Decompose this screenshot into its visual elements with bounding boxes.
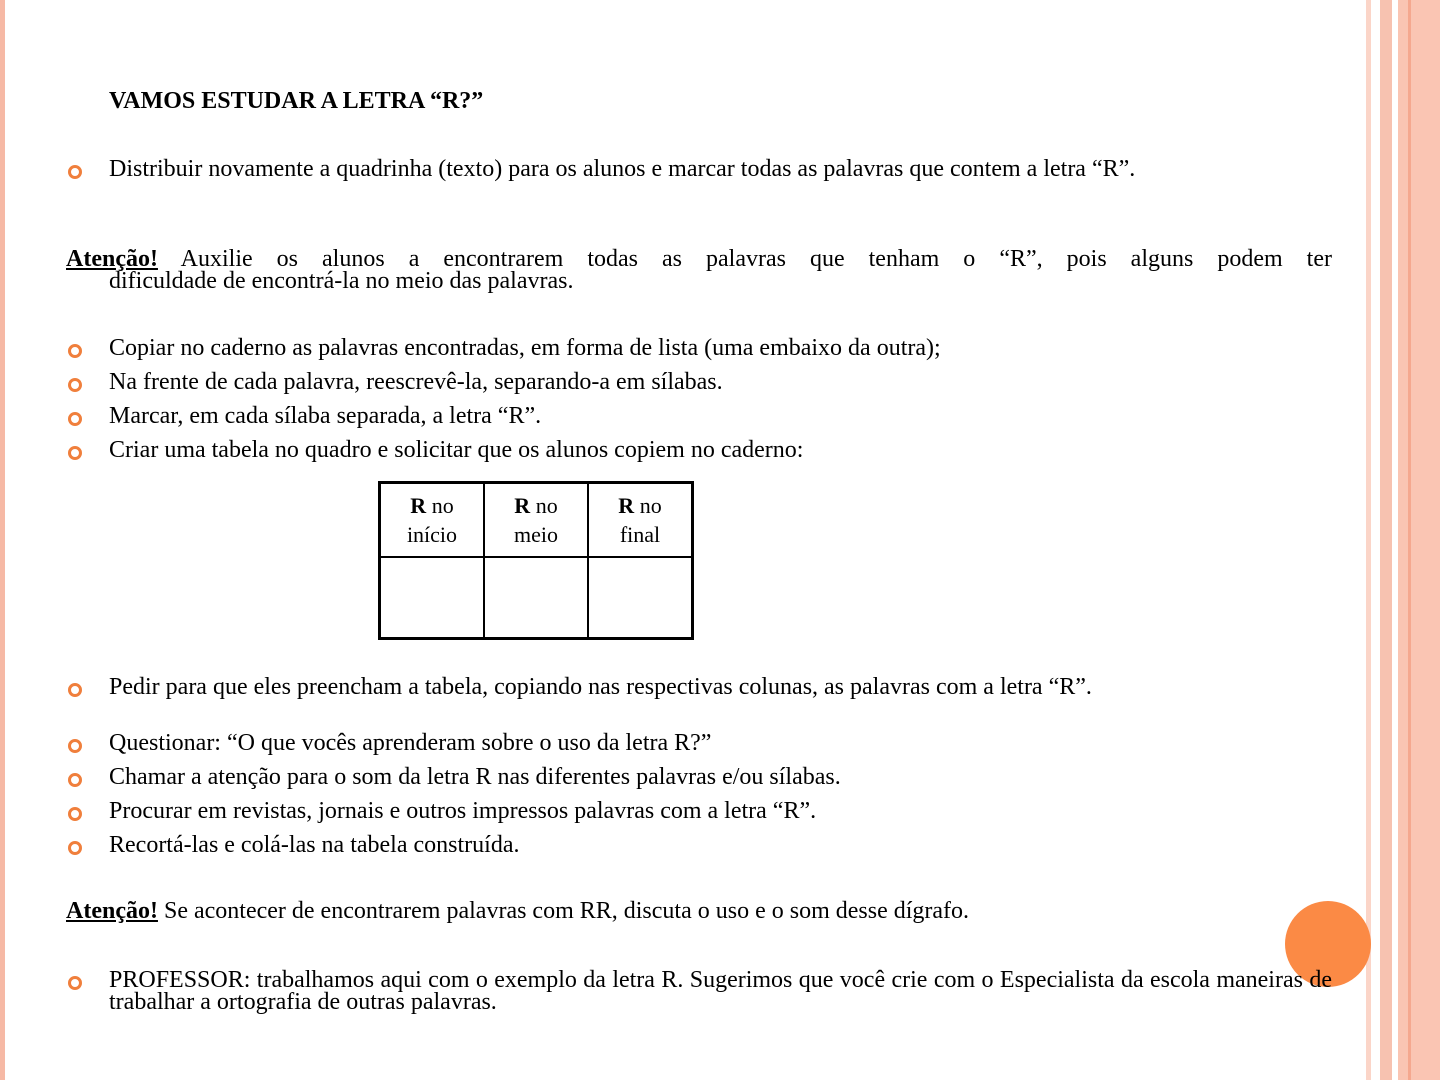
right-border-band	[1398, 0, 1440, 1080]
bullet-item: Criar uma tabela no quadro e solicitar que os alunos copiem no caderno:	[109, 437, 804, 463]
bullet-item: Recortá-las e colá-las na tabela construída.	[109, 832, 520, 858]
table-cell-empty	[380, 557, 485, 639]
attention-note	[66, 898, 1332, 924]
header-text: meio	[514, 522, 558, 547]
header-text: início	[406, 522, 458, 547]
right-border-line	[1408, 0, 1411, 1080]
table-cell-empty	[484, 557, 588, 639]
bullet-icon	[68, 446, 82, 460]
header-bold-letter: R	[514, 493, 531, 518]
attention-text-continuation: dificuldade de encontrá-la no meio das palavras.	[109, 268, 574, 294]
table-header-cell	[588, 483, 693, 558]
left-border-decoration	[0, 0, 5, 1080]
table-cell-empty	[588, 557, 693, 639]
slide-title: VAMOS ESTUDAR A LETRA “R?”	[109, 88, 484, 114]
header-bold-letter: R	[618, 493, 635, 518]
bullet-icon	[68, 344, 82, 358]
bullet-icon	[68, 773, 82, 787]
bullet-icon	[68, 683, 82, 697]
header-text: no	[426, 493, 454, 518]
attention-label: Atenção!	[66, 898, 158, 924]
bullet-item: Procurar em revistas, jornais e outros impressos palavras com a letra “R”.	[109, 798, 817, 824]
bullet-item: Distribuir novamente a quadrinha (texto) para os alunos e marcar todas as palavras que contem a letra “R”.	[109, 156, 1136, 182]
bullet-item: Copiar no caderno as palavras encontradas, em forma de lista (uma embaixo da outra);	[109, 335, 941, 361]
bullet-item: Pedir para que eles preencham a tabela, copiando nas respectivas colunas, as palavras com a letra “R”.	[109, 674, 1092, 700]
bullet-item: Marcar, em cada sílaba separada, a letra “R”.	[109, 403, 542, 429]
table-header-row	[380, 483, 693, 558]
right-border-stripe	[1380, 0, 1392, 1080]
header-text: final	[619, 522, 661, 547]
bullet-item: PROFESSOR: trabalhamos aqui com o exemplo da letra R. Sugerimos que você crie com o Especialista da escola maneiras de trabalhar a ortografia de outras palavras.	[109, 967, 1332, 1015]
attention-text: Auxilie os alunos a encontrarem todas as palavras que tenham o “R”, pois alguns podem ter	[157, 246, 1332, 272]
header-text: no	[530, 493, 558, 518]
r-position-table	[378, 481, 694, 640]
table-row	[380, 557, 693, 639]
bullet-icon	[68, 378, 82, 392]
attention-text: Se acontecer de encontrarem palavras com RR, discuta o uso e o som desse dígrafo.	[157, 898, 970, 924]
bullet-icon	[68, 976, 82, 990]
bullet-item: Na frente de cada palavra, reescrevê-la, separando-a em sílabas.	[109, 369, 723, 395]
header-bold-letter: R	[410, 493, 427, 518]
bullet-item: Chamar a atenção para o som da letra R nas diferentes palavras e/ou sílabas.	[109, 764, 841, 790]
bullet-icon	[68, 165, 82, 179]
bullet-icon	[68, 841, 82, 855]
header-text: no	[634, 493, 662, 518]
bullet-icon	[68, 807, 82, 821]
bullet-item: Questionar: “O que vocês aprenderam sobre o uso da letra R?”	[109, 730, 712, 756]
attention-note	[66, 248, 1332, 270]
table-header-cell	[484, 483, 588, 558]
table-header-cell	[380, 483, 485, 558]
bullet-icon	[68, 412, 82, 426]
bullet-icon	[68, 739, 82, 753]
right-border-stripe	[1366, 0, 1371, 1080]
attention-label: Atenção!	[66, 246, 158, 272]
